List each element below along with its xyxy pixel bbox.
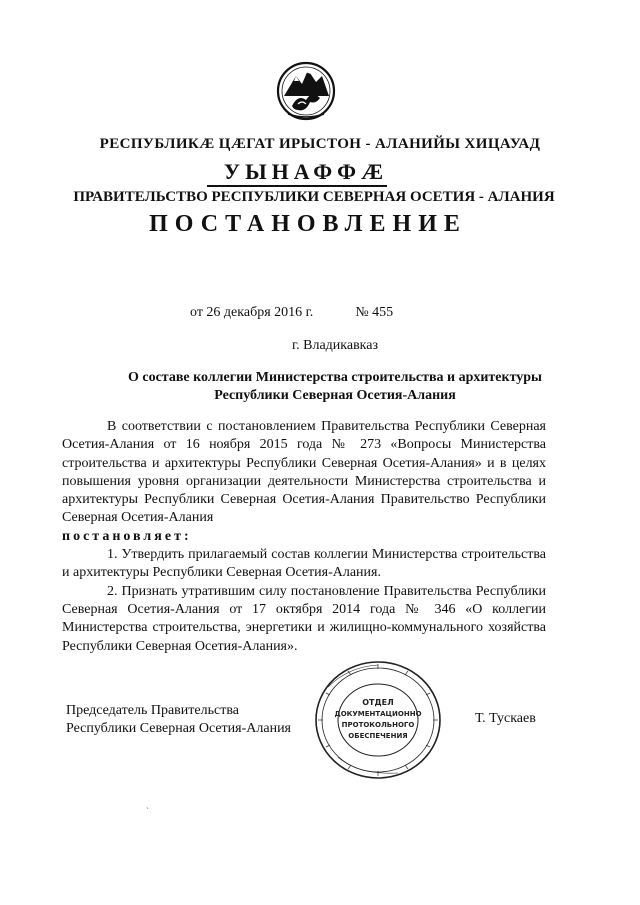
stamp-line-1: ОТДЕЛ [362,698,394,707]
subject-line-1: О составе коллегии Министерства строительства и архитектуры [127,370,542,385]
decree-number: № 455 [355,305,394,320]
stamp-line-4: ОБЕСПЕЧЕНИЯ [348,732,408,740]
header-republic-ossetian: РЕСПУБЛИКӔ ЦӔГАТ ИРЫСТОН - АЛАНИЙЫ ХИЦАУАД [99,136,541,152]
signer-title-line-1: Председатель Правительства [66,703,239,718]
item-1: 1. Утвердить прилагаемый состав коллегии Министерства строительства и архитектуры Республики Северная Осетия-Алания. [62,547,546,581]
subject-line-2: Республики Северная Осетия-Алания [214,388,456,403]
stamp-line-2: ДОКУМЕНТАЦИОННО [334,710,422,718]
decree-city: г. Владикавказ [291,338,379,353]
decree-date: от 26 декабря 2016 г. [190,305,314,320]
official-stamp [308,657,448,783]
preamble-paragraph [62,418,546,528]
header-government-russian: ПРАВИТЕЛЬСТВО РЕСПУБЛИКИ СЕВЕРНАЯ ОСЕТИЯ - АЛАНИЯ [73,189,555,205]
decree-date-line [190,305,393,321]
coat-of-arms-icon [276,60,336,122]
item-2: 2. Признать утратившим силу постановление Правительства Республики Северная Осетия-Алания от 17 октября 2014 года № 346 «О коллегии Министерства строительства, энергетики и жилищно-коммунального хозяйства Республики Северная Осетия-Алания». [62,583,546,654]
signer-title-line-2: Республики Северная Осетия-Алания [66,721,291,736]
header-underline [207,185,387,187]
decree-body [62,418,546,656]
decree-subject [0,369,640,405]
stamp-line-3: ПРОТОКОЛЬНОГО [341,721,415,729]
preamble-text: В соответствии с постановлением Правительства Республики Северная Осетия-Алания от 16 ноября 2015 года № 273 «Вопросы Министерства строительства и архитектуры Республики Северная Осетия-Алания» и в целях повышения уровня организации деятельности Министерства строительства и архитектуры Республики Северная Осетия-Алания Правительство Республики Северная Осетия-Алания [62,419,546,526]
header-decree-ossetian: УЫНАФФӔ [223,159,389,184]
page-title: ПОСТАНОВЛЕНИЕ [149,211,467,237]
resolves-paragraph [62,528,546,546]
resolves-keyword: постановляет: [62,528,192,544]
signer-title [66,702,291,738]
signer-name: Т. Тускаев [475,711,536,726]
scan-mark: ` [146,806,149,816]
